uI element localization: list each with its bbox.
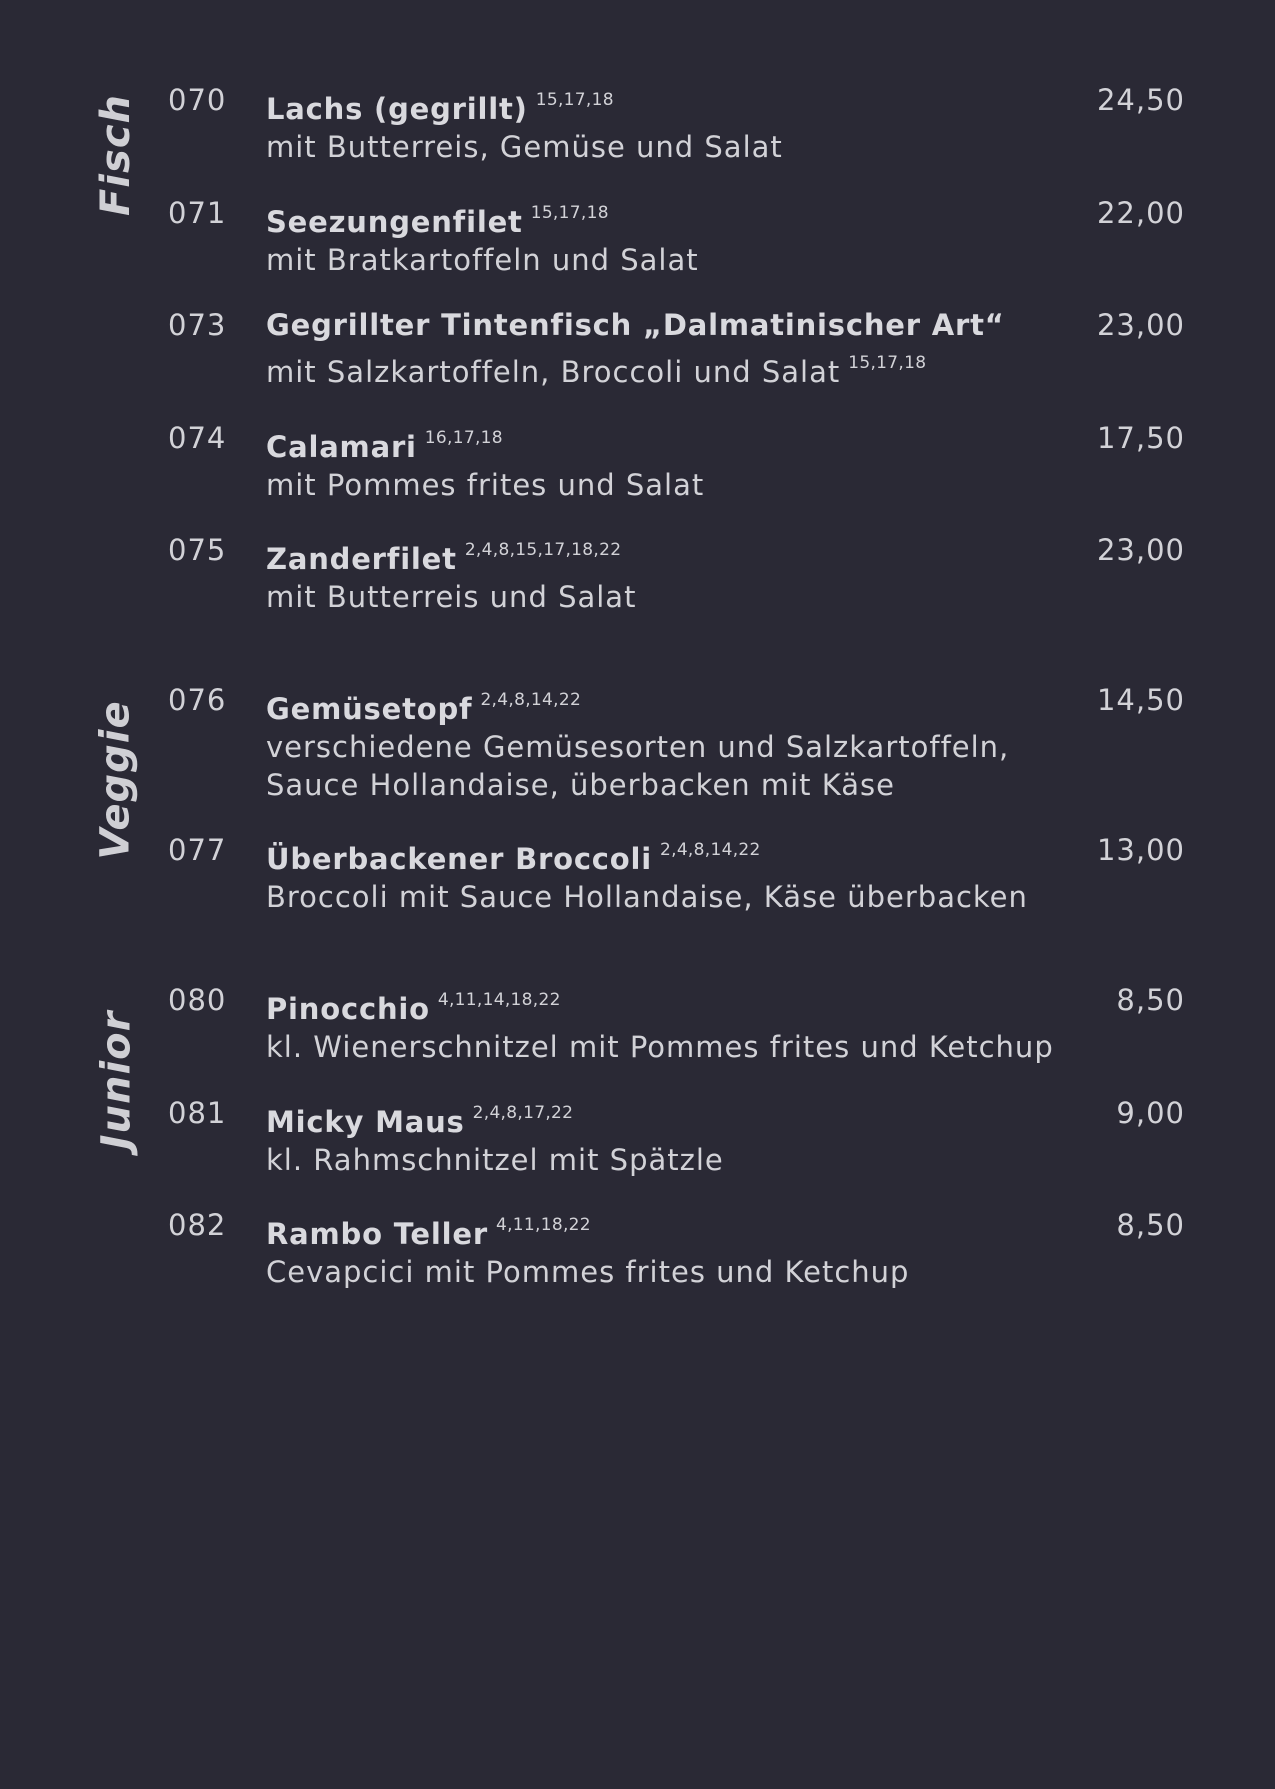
item-name: Gemüsetopf (266, 692, 473, 726)
section-title: Veggie (93, 700, 139, 860)
item-price: 17,50 (1096, 421, 1185, 455)
item-body (266, 681, 1096, 804)
item-allergens: 15,17,18 (530, 203, 609, 223)
item-name: Zanderfilet (266, 542, 457, 576)
item-price: 22,00 (1096, 196, 1185, 230)
item-name: Gegrillter Tintenfisch „Dalmatinischer Art“ (266, 308, 1005, 342)
menu-item (0, 194, 1275, 277)
item-name: Micky Maus (266, 1105, 465, 1139)
item-body (266, 1094, 1096, 1179)
menu-item (0, 1206, 1275, 1289)
section-title: Junior (93, 1010, 140, 1150)
item-number: 070 (168, 83, 227, 117)
item-allergens: 2,4,8,14,22 (480, 690, 582, 710)
item-description: Sauce Hollandaise, überbacken mit Käse (266, 768, 896, 802)
item-name: Pinocchio (266, 992, 430, 1026)
item-number: 074 (168, 421, 227, 455)
item-number: 082 (168, 1208, 227, 1242)
item-description: mit Butterreis und Salat (266, 580, 637, 614)
item-price: 9,00 (1116, 1096, 1185, 1130)
item-number: 071 (168, 196, 227, 230)
item-body (266, 981, 1096, 1066)
menu-item (0, 681, 1275, 802)
item-allergens: 2,4,8,15,17,18,22 (464, 540, 622, 560)
menu-item (0, 81, 1275, 164)
item-number: 076 (168, 683, 227, 717)
item-description: mit Bratkartoffeln und Salat (266, 243, 699, 277)
section-title: Fisch (93, 93, 139, 217)
item-body (266, 831, 1096, 916)
item-description: verschiedene Gemüsesorten und Salzkartoffeln, (266, 730, 1010, 764)
menu-item (0, 306, 1275, 389)
item-allergens: 15,17,18 (535, 90, 614, 110)
item-allergens: 4,11,18,22 (495, 1215, 591, 1235)
item-price: 8,50 (1116, 1208, 1185, 1242)
item-allergens: 2,4,8,17,22 (472, 1103, 574, 1123)
item-name: Rambo Teller (266, 1217, 488, 1251)
item-description: mit Salzkartoffeln, Broccoli und Salat (266, 355, 841, 389)
item-allergens: 16,17,18 (424, 428, 503, 448)
item-description: Cevapcici mit Pommes frites und Ketchup (266, 1255, 910, 1289)
menu-item (0, 831, 1275, 914)
item-number: 081 (168, 1096, 227, 1130)
item-description: mit Butterreis, Gemüse und Salat (266, 130, 783, 164)
item-description: kl. Rahmschnitzel mit Spätzle (266, 1143, 724, 1177)
item-allergens: 15,17,18 (848, 353, 927, 373)
item-price: 13,00 (1096, 833, 1185, 867)
item-body (266, 306, 1096, 391)
item-allergens: 4,11,14,18,22 (437, 990, 561, 1010)
menu-item (0, 419, 1275, 502)
item-name: Seezungenfilet (266, 205, 523, 239)
item-price: 23,00 (1096, 533, 1185, 567)
item-body (266, 81, 1096, 166)
item-name: Calamari (266, 430, 417, 464)
item-allergens: 2,4,8,14,22 (660, 840, 761, 860)
item-price: 8,50 (1116, 983, 1185, 1017)
item-number: 073 (168, 308, 227, 342)
item-number: 077 (168, 833, 227, 867)
item-body (266, 194, 1096, 279)
item-price: 23,00 (1096, 308, 1185, 342)
menu-item (0, 531, 1275, 614)
item-description: kl. Wienerschnitzel mit Pommes frites und Ketchup (266, 1030, 1054, 1064)
menu-item (0, 1094, 1275, 1177)
item-price: 14,50 (1096, 683, 1185, 717)
item-body (266, 531, 1096, 616)
item-body (266, 1206, 1096, 1291)
item-price: 24,50 (1096, 83, 1185, 117)
item-description: mit Pommes frites und Salat (266, 468, 705, 502)
item-description: Broccoli mit Sauce Hollandaise, Käse überbacken (266, 880, 1028, 914)
item-body (266, 419, 1096, 504)
item-name: Überbackener Broccoli (266, 842, 652, 876)
item-number: 080 (168, 983, 227, 1017)
item-number: 075 (168, 533, 227, 567)
item-name: Lachs (gegrillt) (266, 92, 528, 126)
menu-item (0, 981, 1275, 1064)
